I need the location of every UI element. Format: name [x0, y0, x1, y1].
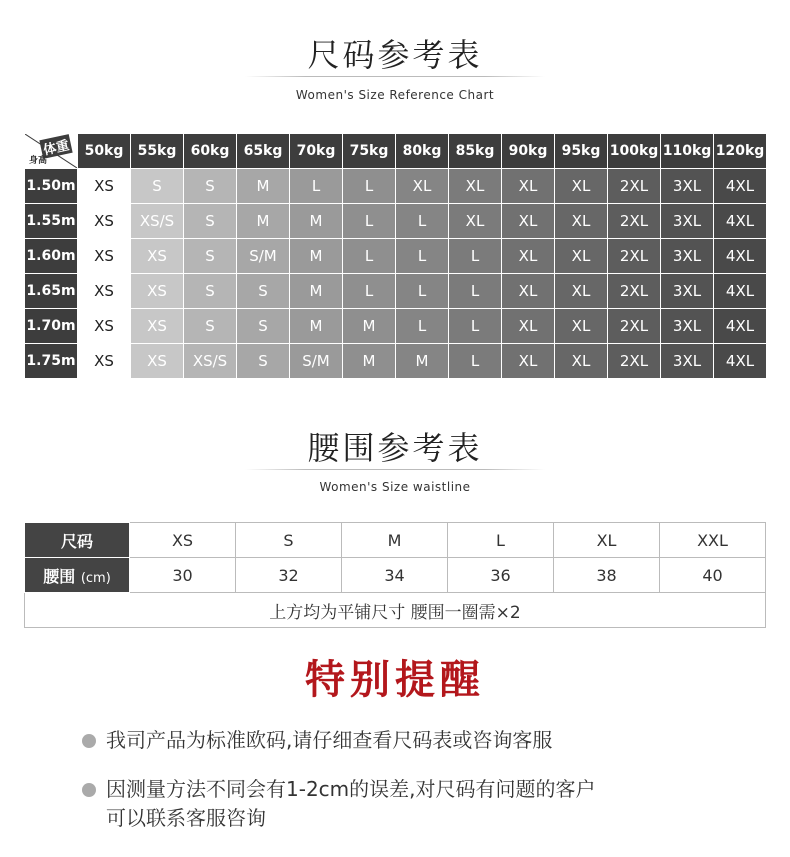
- size-cell: XS: [131, 239, 184, 274]
- waist-note-row: [25, 593, 766, 628]
- waist-unit: (cm): [80, 570, 111, 586]
- size-reference-table: [24, 133, 767, 379]
- reminder-title: 特别提醒: [305, 657, 485, 703]
- weight-header-row: [25, 134, 767, 169]
- waist-chart-title: 腰围参考表: [307, 429, 483, 467]
- weight-header-cell: 55kg: [131, 134, 184, 169]
- size-cell: 2XL: [608, 169, 661, 204]
- size-cell: L: [343, 204, 396, 239]
- size-cell: 3XL: [661, 169, 714, 204]
- bullet-icon: [82, 783, 96, 797]
- waist-value-cell: 40: [660, 558, 766, 593]
- size-cell: 2XL: [608, 204, 661, 239]
- size-cell: L: [449, 239, 502, 274]
- waist-size-cell: S: [236, 523, 342, 558]
- size-cell: M: [343, 309, 396, 344]
- size-cell: L: [396, 274, 449, 309]
- size-cell: 4XL: [714, 309, 767, 344]
- size-chart-subtitle: Women's Size Reference Chart: [295, 88, 495, 102]
- weight-header-cell: 110kg: [661, 134, 714, 169]
- size-cell: XL: [502, 344, 555, 379]
- size-cell: M: [343, 344, 396, 379]
- size-cell: XL: [502, 204, 555, 239]
- size-row: [25, 309, 767, 344]
- size-cell: L: [343, 274, 396, 309]
- bullet-icon: [82, 734, 96, 748]
- size-cell: M: [290, 274, 343, 309]
- size-cell: M: [396, 344, 449, 379]
- size-cell: 2XL: [608, 274, 661, 309]
- corner-weight-label: 体重: [39, 134, 72, 159]
- waist-label: 腰围: [43, 566, 76, 586]
- size-chart-title: 尺码参考表: [307, 36, 483, 74]
- size-row: [25, 239, 767, 274]
- waist-value-cell: 32: [236, 558, 342, 593]
- size-cell: XS: [131, 274, 184, 309]
- waist-size-cell: XS: [130, 523, 236, 558]
- size-cell: XL: [555, 309, 608, 344]
- size-row: [25, 204, 767, 239]
- waist-reference-table: [24, 522, 766, 628]
- size-cell: L: [396, 204, 449, 239]
- size-cell: S: [184, 309, 237, 344]
- size-cell: L: [449, 274, 502, 309]
- size-cell: 2XL: [608, 239, 661, 274]
- waist-value-cell: 30: [130, 558, 236, 593]
- height-label-cell: 1.70m: [25, 309, 78, 344]
- size-cell: 4XL: [714, 169, 767, 204]
- weight-header-cell: 50kg: [78, 134, 131, 169]
- size-label-cell: 尺码: [25, 523, 130, 558]
- weight-header-cell: 85kg: [449, 134, 502, 169]
- waist-chart-subtitle: Women's Size waistline: [319, 480, 471, 494]
- height-label-cell: 1.50m: [25, 169, 78, 204]
- weight-header-cell: 80kg: [396, 134, 449, 169]
- size-cell: S: [131, 169, 184, 204]
- size-cell: 4XL: [714, 204, 767, 239]
- reminder-text-2b: 可以联系客服咨询: [106, 806, 266, 830]
- size-cell: XS: [131, 309, 184, 344]
- size-cell: L: [449, 309, 502, 344]
- size-cell: M: [290, 309, 343, 344]
- size-row: [25, 274, 767, 309]
- size-cell: 4XL: [714, 344, 767, 379]
- size-cell: XL: [449, 169, 502, 204]
- size-cell: S: [184, 204, 237, 239]
- size-cell: XS/S: [184, 344, 237, 379]
- size-cell: L: [343, 239, 396, 274]
- size-cell: 3XL: [661, 274, 714, 309]
- size-cell: 4XL: [714, 239, 767, 274]
- size-cell: XL: [502, 239, 555, 274]
- reminder-line-1: [82, 725, 552, 755]
- height-label-cell: 1.55m: [25, 204, 78, 239]
- size-cell: XL: [555, 274, 608, 309]
- table-corner-cell: [25, 134, 78, 169]
- size-cell: S: [237, 309, 290, 344]
- waist-value-cell: 36: [448, 558, 554, 593]
- size-cell: L: [343, 169, 396, 204]
- size-cell: XL: [502, 169, 555, 204]
- size-cell: XS: [131, 344, 184, 379]
- size-cell: S: [237, 274, 290, 309]
- size-cell: 3XL: [661, 204, 714, 239]
- size-cell: S: [184, 169, 237, 204]
- waist-value-row: [25, 558, 766, 593]
- size-cell: XL: [555, 239, 608, 274]
- size-cell: XL: [502, 274, 555, 309]
- waist-size-row: [25, 523, 766, 558]
- height-label-cell: 1.65m: [25, 274, 78, 309]
- size-cell: XL: [555, 204, 608, 239]
- size-cell: XS: [78, 309, 131, 344]
- size-cell: XS: [78, 239, 131, 274]
- size-cell: XL: [555, 344, 608, 379]
- size-cell: XS: [78, 274, 131, 309]
- waist-note: 上方均为平铺尺寸 腰围一圈需×2: [25, 593, 766, 628]
- reminder-line-2: [82, 774, 596, 804]
- corner-height-label: 身高: [29, 156, 48, 166]
- size-cell: 2XL: [608, 309, 661, 344]
- size-cell: M: [290, 239, 343, 274]
- size-cell: 3XL: [661, 344, 714, 379]
- weight-header-cell: 70kg: [290, 134, 343, 169]
- size-chart-title-rule: [245, 76, 545, 77]
- reminder-line-2-cont: [82, 803, 266, 833]
- size-cell: S: [184, 274, 237, 309]
- weight-header-cell: 65kg: [237, 134, 290, 169]
- waist-chart-title-rule: [245, 469, 545, 470]
- weight-header-cell: 90kg: [502, 134, 555, 169]
- waist-label-cell: [25, 558, 130, 593]
- waist-value-cell: 34: [342, 558, 448, 593]
- size-cell: XS: [78, 344, 131, 379]
- reminder-text-1: 我司产品为标准欧码,请仔细查看尺码表或咨询客服: [106, 728, 553, 752]
- height-label-cell: 1.75m: [25, 344, 78, 379]
- size-cell: XS: [78, 204, 131, 239]
- size-cell: XS/S: [131, 204, 184, 239]
- size-cell: L: [449, 344, 502, 379]
- weight-header-cell: 120kg: [714, 134, 767, 169]
- size-cell: 4XL: [714, 274, 767, 309]
- size-cell: S: [184, 239, 237, 274]
- size-row: [25, 344, 767, 379]
- size-cell: L: [396, 239, 449, 274]
- size-cell: XL: [502, 309, 555, 344]
- size-cell: XL: [555, 169, 608, 204]
- size-cell: M: [237, 204, 290, 239]
- size-cell: 3XL: [661, 309, 714, 344]
- size-cell: M: [290, 204, 343, 239]
- waist-value-cell: 38: [554, 558, 660, 593]
- waist-size-cell: L: [448, 523, 554, 558]
- weight-header-cell: 60kg: [184, 134, 237, 169]
- size-row: [25, 169, 767, 204]
- size-cell: S/M: [237, 239, 290, 274]
- size-cell: XL: [396, 169, 449, 204]
- size-cell: S: [237, 344, 290, 379]
- weight-header-cell: 95kg: [555, 134, 608, 169]
- waist-size-cell: XXL: [660, 523, 766, 558]
- height-label-cell: 1.60m: [25, 239, 78, 274]
- size-cell: S/M: [290, 344, 343, 379]
- size-cell: M: [237, 169, 290, 204]
- weight-header-cell: 100kg: [608, 134, 661, 169]
- size-cell: L: [290, 169, 343, 204]
- reminder-text-2a: 因测量方法不同会有1-2cm的误差,对尺码有问题的客户: [106, 777, 596, 801]
- size-cell: 3XL: [661, 239, 714, 274]
- size-cell: 2XL: [608, 344, 661, 379]
- weight-header-cell: 75kg: [343, 134, 396, 169]
- size-cell: XL: [449, 204, 502, 239]
- waist-size-cell: XL: [554, 523, 660, 558]
- waist-size-cell: M: [342, 523, 448, 558]
- size-cell: XS: [78, 169, 131, 204]
- size-cell: L: [396, 309, 449, 344]
